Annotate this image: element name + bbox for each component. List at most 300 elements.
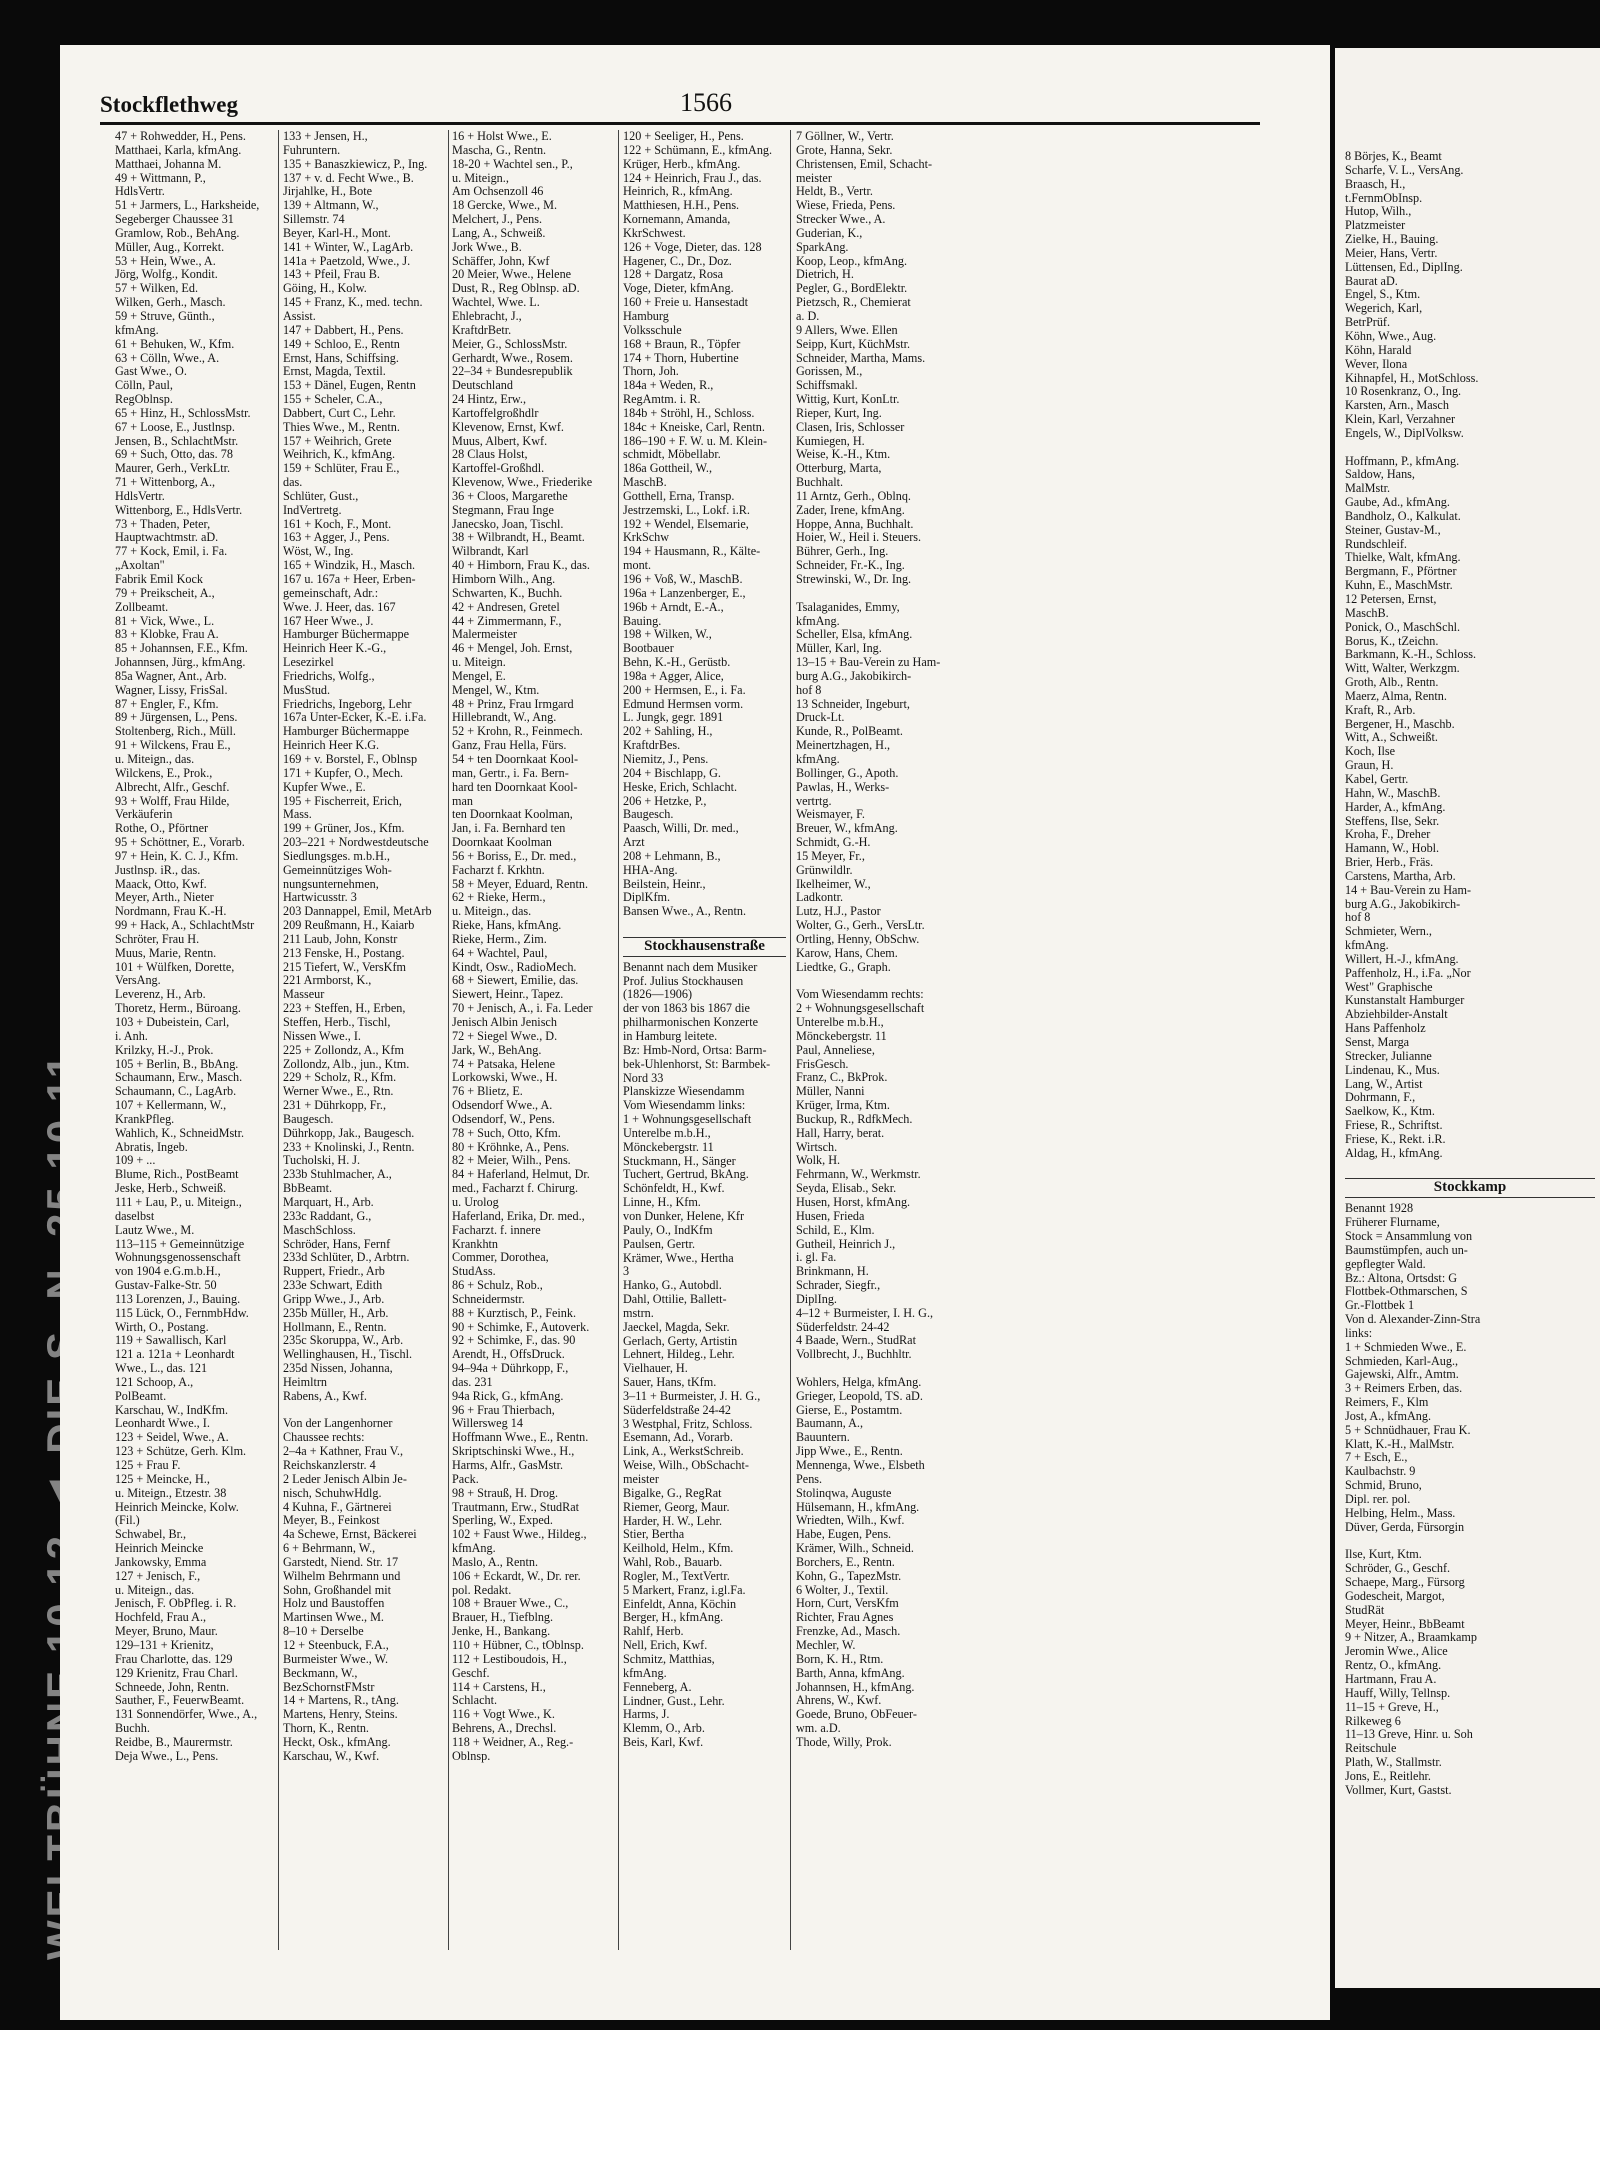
directory-entry-line: Lautz Wwe., M. [115,1223,195,1237]
directory-entry-line: Geschf. [452,1666,490,1680]
directory-entry-line: Muus, Marie, Rentn. [115,946,217,960]
directory-entry-line: Hoffmann, P., kfmAng. [1345,454,1460,468]
directory-entry-line: Bz.: Altona, Ortsdst: G [1345,1271,1458,1285]
directory-entry-line: 231 + Dührkopp, Fr., [283,1099,387,1113]
directory-entry-line: 69 + Such, Otto, das. 78 [115,448,233,462]
directory-entry-line: 88 + Kurztisch, P., Feink. [452,1306,577,1320]
directory-entry-line: Senst, Marga [1345,1036,1410,1049]
directory-entry-line: 233b Stuhlmacher, A., [283,1168,392,1182]
directory-entry-line: Jörg, Wolfg., Kondit. [115,268,218,282]
directory-entry-line: Bergmann, F., Pförtner [1345,565,1457,579]
directory-column-4 [623,130,786,1960]
column-divider [790,130,791,1950]
directory-entry-line: 48 + Prinz, Frau Irmgard [452,697,574,711]
directory-entry-line: Jipp Wwe., E., Rentn. [796,1445,903,1459]
directory-entry-line: Born, K. H., Rtm. [796,1652,884,1666]
directory-entry-line: 7 + Esch, E., [1345,1451,1408,1465]
directory-entry-line: 184b + Ströhl, H., Schloss. [623,406,755,420]
directory-entry-line: Schmitz, Matthias, [623,1652,715,1666]
directory-entry-line: Platzmeister [1345,219,1406,233]
directory-entry-line: IndVertretg. [283,503,342,517]
directory-entry-line: 7 Göllner, W., Vertr. [796,130,894,143]
directory-entry-line: Reitschule [1345,1742,1397,1756]
directory-entry-line: Groth, Alb., Rentn. [1345,676,1439,690]
directory-entry-line: gepflegter Wald. [1345,1257,1426,1271]
directory-entry-line: Wolter, G., Gerh., VersLtr. [796,919,925,933]
directory-entry-line: Rogler, M., TextVertr. [623,1569,730,1583]
directory-entry-line: Pawlas, H., Werks- [796,780,890,794]
directory-entry-line: Gierse, E., Postamtm. [796,1403,903,1417]
directory-entry-line: Meyer, Bruno, Maur. [115,1625,218,1639]
directory-entry-line: Baurat aD. [1345,274,1398,288]
directory-entry-line: Schlüter, Gust., [283,489,359,503]
directory-entry-line: Horn, Curt, VersKfm [796,1597,899,1611]
directory-entry-line: Godescheit, Margot, [1345,1589,1445,1603]
directory-entry-line: Nord 33 [623,1071,664,1085]
directory-entry-line: Ehlebracht, J., [452,309,522,323]
directory-entry-line: Brauer, H., Tiefblng. [452,1611,554,1625]
directory-entry-line: Dietrich, H. [796,268,854,282]
directory-entry-line: Husen, Frieda [796,1209,865,1223]
directory-entry-line: Paulsen, Gertr. [623,1237,696,1251]
directory-entry-line: Grote, Hanna, Sekr. [796,143,893,157]
directory-entry-line: Hamburger Büchermappe [283,725,410,739]
directory-entry-line: Scharfe, V. L., VersAng. [1345,163,1464,177]
directory-entry-line: Borus, K., tZeichn. [1345,634,1439,648]
directory-entry-line: 198 + Wilken, W., [623,628,712,642]
directory-entry-line: 86 + Schulz, Rob., [452,1279,543,1293]
directory-entry-line: Heinrich Heer K.-G., [283,642,387,656]
directory-entry-line: 77 + Kock, Emil, i. Fa. [115,545,228,559]
directory-entry-line: Heske, Erich, Schlacht. [623,780,738,794]
directory-entry-line: Jensen, B., SchlachtMstr. [115,434,239,448]
directory-entry-line: Buckup, R., RdfkMech. [796,1112,913,1126]
directory-entry-line: 57 + Wilken, Ed. [115,282,198,296]
directory-entry-line: Willersweg 14 [452,1417,523,1431]
directory-entry-line: Niemitz, J., Pens. [623,752,709,766]
directory-entry-line: 209 Reußmann, H., Kaiarb [283,919,415,933]
directory-entry-line: 81 + Vick, Wwe., L. [115,614,215,628]
directory-entry-line: Gr.-Flottbek 1 [1345,1299,1415,1313]
directory-entry-line: 72 + Siegel Wwe., D. [452,1029,558,1043]
directory-entry-line: Ahrens, W., Kwf. [796,1694,882,1708]
directory-entry-line: Masseur [283,988,325,1002]
directory-entry-line: 73 + Thaden, Peter, [115,517,211,531]
directory-entry-line: 47 + Rohwedder, H., Pens. [115,130,246,143]
directory-entry-line: Steffen, Herb., Tischl, [283,1016,391,1029]
directory-entry-line: 233c Raddant, G., [283,1209,372,1223]
directory-entry-line: Wahlich, K., SchneidMstr. [115,1126,245,1140]
directory-entry-line: Bauing. [623,614,662,628]
directory-entry-line: Lutz, H.J., Pastor [796,905,881,919]
directory-entry-line: 145 + Franz, K., med. techn. [283,296,423,310]
directory-entry-line: Malermeister [452,628,517,642]
directory-entry-line: 235d Nissen, Johanna, [283,1362,393,1376]
directory-entry-line: Frenzke, Ad., Masch. [796,1625,901,1639]
directory-entry-line: Stock = Ansammlung von [1345,1229,1473,1243]
directory-entry-line: 14 + Martens, R., tAng. [283,1694,399,1708]
directory-entry-line: Pens. [796,1472,823,1486]
directory-entry-line: Lang, A., Schweiß. [452,226,546,240]
directory-entry-line: Kaulbachstr. 9 [1345,1465,1416,1479]
directory-entry-line: Heckt, Osk., kfmAng. [283,1735,391,1749]
directory-entry-line: Buchhalt. [796,476,844,490]
directory-entry-line: Dahl, Ottilie, Ballett- [623,1293,727,1307]
directory-entry-line: Gajewski, Alfr., Amtm. [1345,1368,1459,1382]
directory-entry-line: 195 + Fischerreit, Erich, [283,794,402,808]
directory-entry-line: Gotthell, Erna, Transp. [623,489,735,503]
directory-entry-line: Druck-Lt. [796,711,845,725]
directory-entry-line: Link, A., WerkstSchreib. [623,1445,744,1459]
directory-entry-line: Rieke, Herm., Zim. [452,932,547,946]
directory-entry-line: Süderfeldstr. 24-42 [796,1320,890,1334]
directory-entry-line: 6 Wolter, J., Textil. [796,1583,889,1597]
directory-entry-line: 135 + Banaszkiewicz, P., Ing. [283,157,428,171]
directory-entry-line: Jenisch, F. ObPfleg. i. R. [115,1597,237,1611]
directory-entry-line: Schmidt, G.-H. [796,836,871,850]
directory-entry-line: Pietzsch, R., Chemierat [796,296,911,310]
directory-entry-line: kfmAng. [796,614,840,628]
directory-entry-line: Mass. [283,808,312,822]
directory-entry-line: Commer, Dorothea, [452,1251,549,1265]
directory-entry-line: Hauff, Willy, Tellnsp. [1345,1686,1451,1700]
directory-entry-line: (Fil.) [115,1514,140,1528]
directory-entry-line: t.FernmObInsp. [1345,191,1423,205]
directory-entry-line: Wirth, O., Postang. [115,1320,209,1334]
directory-entry-line: Matthaei, Karla, kfmAng. [115,143,242,157]
directory-entry-line: Johannsen, Jürg., kfmAng. [115,656,246,670]
directory-entry-line: Heinrich Meincke, Kolw. [115,1500,239,1514]
directory-entry-line: 107 + Kellermann, W., [115,1099,227,1113]
directory-entry-line: 203–221 + Nordwestdeutsche [283,836,429,850]
directory-entry-line: Thorn, K., Rentn. [283,1722,369,1736]
directory-entry-line: 114 + Carstens, H., [452,1680,546,1694]
directory-entry-line: Plath, W., Stallmstr. [1345,1756,1442,1770]
directory-entry-line: Leverenz, H., Arb. [115,988,206,1002]
directory-entry-line: 4–12 + Burmeister, I. H. G., [796,1306,934,1320]
directory-entry-line: 13–15 + Bau-Verein zu Ham- [796,656,941,670]
directory-entry-line: der von 1863 bis 1867 die [623,1002,750,1016]
directory-entry-line: Kartoffel-Großhdl. [452,462,545,476]
directory-entry-line: Krankhtn [452,1237,499,1251]
directory-entry-line: Abratis, Ingeb. [115,1140,188,1154]
directory-entry-line: Mengel, W., Ktm. [452,683,540,697]
directory-entry-line: Hülsemann, H., kfmAng. [796,1500,920,1514]
directory-entry-line: Thode, Willy, Prok. [796,1735,892,1749]
directory-entry-line: 213 Fenske, H., Postang. [283,946,405,960]
directory-entry-line: RegOblnsp. [115,393,173,407]
directory-entry-line: wm. a.D. [796,1722,841,1736]
directory-entry-line: Meyer, Arth., Nieter [115,891,214,905]
directory-entry-line: kfmAng. [1345,939,1389,953]
directory-entry-line: 63 + Cölln, Wwe., A. [115,351,220,365]
directory-entry-line: Breuer, W., kfmAng. [796,822,898,836]
directory-entry-line: Schiffsmakl. [796,379,858,393]
directory-entry-line: Pegler, G., BordElektr. [796,282,908,296]
directory-entry-line: links: [1345,1326,1373,1340]
directory-entry-line: 155 + Scheler, C.A., [283,393,383,407]
directory-entry-line: Behn, K.-H., Gerüstb. [623,656,731,670]
directory-entry-line: 125 + Frau F. [115,1459,181,1472]
directory-entry-line: 71 + Wittenborg, A., [115,476,216,490]
directory-entry-line: KkrSchwest. [623,226,686,240]
directory-entry-line: 1 + Schmieden Wwe., E. [1345,1340,1467,1354]
directory-entry-line: 119 + Sawallisch, Karl [115,1334,227,1348]
directory-entry-line: Vielhauer, H. [623,1362,688,1376]
directory-entry-line: Lang, W., Artist [1345,1077,1423,1091]
directory-entry-line: Bootbauer [623,642,674,656]
directory-entry-line: man [452,794,473,808]
directory-entry-line: 54 + ten Doornkaat Kool- [452,752,579,766]
directory-entry-line: 91 + Wilckens, Frau E., [115,739,231,753]
directory-entry-line: Franz, C., BkProk. [796,1071,888,1085]
directory-entry-line: Meier, Hans, Vertr. [1345,246,1438,260]
directory-entry-line: Ponick, O., MaschSchl. [1345,620,1461,634]
directory-entry-line: Ilse, Kurt, Ktm. [1345,1548,1422,1562]
directory-entry-line [1345,441,1595,455]
directory-entry-line: Rahlf, Herb. [623,1625,684,1639]
directory-entry-line: 1 + Wohnungsgesellschaft [623,1113,752,1127]
directory-entry-line: Schönfeldt, H., Kwf. [623,1182,725,1196]
directory-entry-line: 67 + Loose, E., Justlnsp. [115,420,235,434]
directory-entry-line: u. Miteign., Etzestr. 38 [115,1486,227,1500]
directory-entry-line: u. Urolog [452,1195,499,1209]
directory-entry-line: Harder, H. W., Lehr. [623,1514,723,1528]
directory-entry-line: StudRät [1345,1603,1385,1617]
directory-entry-line: Rundschleif. [1345,537,1407,551]
directory-entry-line [796,587,960,601]
directory-entry-line: 58 + Meyer, Eduard, Rentn. [452,877,589,891]
directory-entry-line: Thielke, Walt, kfmAng. [1345,551,1461,565]
directory-entry-line: 141a + Paetzold, Wwe., J. [283,254,411,268]
directory-entry-line: 13 Schneider, Ingeburt, [796,697,910,711]
directory-entry-line: 169 + v. Borstel, F., Oblnsp [283,752,418,766]
directory-entry-line: 102 + Faust Wwe., Hildeg., [452,1528,587,1542]
directory-entry-line: Hartwicusstr. 3 [283,891,357,905]
directory-entry-line: Baugesch. [283,1112,334,1126]
directory-entry-line: Wöst, W., Ing. [283,545,354,559]
directory-entry-line: 215 Tiefert, W., VersKfm [283,960,407,974]
page-header-street: Stockflethweg [100,92,238,117]
directory-entry-line: 223 + Steffen, H., Erben, [283,1002,406,1016]
directory-entry-line: Hillebrandt, W., Ang. [452,711,557,725]
directory-entry-line: Wilckens, E., Prok., [115,766,213,780]
directory-entry-line: 84 + Haferland, Helmut, Dr. [452,1168,590,1182]
directory-entry-line: Hoffmann Wwe., E., Rentn. [452,1431,589,1445]
directory-entry-line: 202 + Sahling, H., [623,725,713,739]
directory-entry-line: Edmund Hermsen vorm. [623,697,744,711]
directory-entry-line: Bigalke, G., RegRat [623,1486,722,1500]
directory-entry-line [623,919,786,933]
directory-entry-line: StudAss. [452,1265,496,1279]
directory-entry-line: 90 + Schimke, F., Autoverk. [452,1320,590,1334]
directory-entry-line: 9 + Nitzer, A., Braamkamp [1345,1631,1477,1645]
directory-entry-line: burg A.G., Jakobikirch- [796,669,912,683]
directory-entry-line: Seyda, Elisab., Sekr. [796,1182,897,1196]
directory-entry-line: Rilkeweg 6 [1345,1714,1401,1728]
directory-entry-line: Jirjahlke, H., Bote [283,185,373,199]
directory-entry-line: Müller, Nanni [796,1085,865,1099]
directory-entry-line: Lüttensen, Ed., DiplIng. [1345,260,1463,274]
column-divider [618,130,619,1950]
directory-entry-line: Müller, Karl, Ing. [796,642,882,656]
directory-entry-line: Nordmann, Frau K.-H. [115,905,227,919]
directory-entry-line: Wohnungsgenossenschaft [115,1251,241,1265]
directory-entry-line: Krilzky, H.-J., Prok. [115,1043,214,1057]
directory-entry-line: 85 + Johannsen, F.E., Kfm. [115,642,248,656]
directory-entry-line: 65 + Hinz, H., SchlossMstr. [115,406,251,420]
directory-entry-line: Johannsen, H., kfmAng. [796,1680,915,1694]
directory-entry-line: Süderfeldstraße 24-42 [623,1403,731,1417]
directory-entry-line: das. [283,476,303,490]
directory-entry-line: Odsendorf, W., Pens. [452,1112,555,1126]
directory-entry-line: hof 8 [1345,911,1371,925]
directory-entry-line: 42 + Andresen, Gretel [452,600,560,614]
directory-entry-line: 40 + Himborn, Frau K., das. [452,559,590,573]
directory-entry-line: Bansen Wwe., A., Rentn. [623,905,746,919]
directory-entry-line: 101 + Wülfken, Dorette, [115,960,235,974]
directory-entry-line: Carstens, Martha, Arb. [1345,869,1456,883]
directory-entry-line: 157 + Weihrich, Grete [283,434,392,448]
directory-entry-line [283,1404,445,1418]
directory-entry-line: Stegmann, Frau Inge [452,503,554,517]
directory-entry-line: 20 Meier, Wwe., Helene [452,268,572,282]
directory-entry-line: Gemeinnütziges Woh- [283,863,392,877]
directory-entry-line: Harms, Alfr., GasMstr. [452,1459,564,1472]
directory-entry-line: Jark, W., BehAng. [452,1043,542,1057]
column-divider [278,130,279,1950]
directory-entry-line: Kumiegen, H. [796,434,865,448]
directory-entry-line: Meyer, B., Feinkost [283,1514,380,1528]
directory-entry-line: 112 + Lestiboudois, H., [452,1652,567,1666]
directory-entry-line: RegAmtm. i. R. [623,393,701,407]
directory-entry-line: Schild, E., Klm. [796,1223,875,1237]
directory-entry-line: 28 Claus Holst, [452,448,528,462]
directory-entry-line: Liedtke, G., Graph. [796,960,891,974]
directory-entry-line: Zader, Irene, kfmAng. [796,503,905,517]
directory-entry-line: Dust, R., Reg Oblnsp. aD. [452,282,580,296]
directory-entry-line: Dipl. rer. pol. [1345,1493,1411,1506]
directory-entry-line: Tucholski, H. J. [283,1154,361,1168]
directory-entry-line: Jenke, H., Bankang. [452,1625,551,1639]
directory-entry-line: Dührkopp, Jak., Baugesch. [283,1126,415,1140]
directory-entry-line: 3 Westphal, Fritz, Schloss. [623,1417,753,1431]
directory-entry-line: Reidbe, B., Maurermstr. [115,1735,233,1749]
directory-entry-line: ten Doornkaat Koolman, [452,808,573,822]
directory-entry-line: Rabens, A., Kwf. [283,1389,367,1403]
directory-entry-line: Riemer, Georg, Maur. [623,1500,730,1514]
directory-entry-line: Kabel, Gertr. [1345,772,1409,786]
directory-entry-line: Vollbrecht, J., Buchhltr. [796,1348,912,1362]
directory-entry-line: Wagner, Lissy, FrisSal. [115,683,228,697]
directory-entry-line: u. Miteign., [452,171,509,185]
directory-entry-line: Strecker, Julianne [1345,1049,1432,1063]
directory-entry-line: Unterelbe m.b.H., [796,1016,884,1029]
directory-entry-line: SparkAng. [796,240,849,254]
directory-entry-line: Wilhelm Behrmann und [283,1569,401,1583]
directory-entry-line: Wachtel, Wwe. L. [452,296,540,310]
directory-entry-line: 2 + Wohnungsgesellschaft [796,1002,925,1016]
directory-entry-line: 120 + Seeliger, H., Pens. [623,130,744,143]
directory-entry-line: Gaube, Ad., kfmAng. [1345,496,1450,510]
directory-entry-line: Hoppe, Anna, Buchhalt. [796,517,914,531]
directory-entry-line: 194 + Hausmann, R., Kälte- [623,545,761,559]
directory-entry-line: 94a Rick, G., kfmAng. [452,1389,564,1403]
directory-entry-line: Zielke, H., Bauing. [1345,233,1439,247]
directory-entry-line: Lindner, Gust., Lehr. [623,1694,725,1708]
directory-entry-line: Dohrmann, F., [1345,1091,1416,1105]
directory-entry-line: Arzt [623,836,645,850]
directory-entry-line: Planskizze Wiesendamm [623,1085,745,1099]
directory-entry-line: 208 + Lehmann, B., [623,849,721,863]
directory-entry-line: Hanko, G., Autobdl. [623,1279,722,1293]
directory-entry-line: Wirtsch. [796,1140,838,1154]
directory-entry-line: Schlacht. [452,1694,498,1708]
directory-entry-line: 80 + Kröhnke, A., Pens. [452,1140,570,1154]
directory-entry-line: 196 + Voß, W., MaschB. [623,573,743,586]
directory-entry-line: 161 + Koch, F., Mont. [283,517,392,531]
directory-entry-line: Baumstümpfen, auch un- [1345,1243,1468,1257]
directory-entry-line: Jork Wwe., B. [452,240,522,254]
directory-entry-line: Burmeister Wwe., W. [283,1652,389,1666]
directory-entry-line: 8 Börjes, K., Beamt [1345,150,1442,163]
directory-entry-line: 127 + Jenisch, F., [115,1569,201,1583]
directory-entry-line: 51 + Jarmers, L., Harksheide, [115,199,260,213]
directory-entry-line: 110 + Hübner, C., tOblnsp. [452,1638,584,1652]
directory-entry-line: Garstedt, Niend. Str. 17 [283,1555,399,1569]
directory-entry-line: 11 Arntz, Gerh., Oblnq. [796,489,911,503]
directory-entry-line: Koch, Ilse [1345,745,1396,759]
directory-entry-line: Paffenholz, H., i.Fa. „Nor [1345,966,1471,980]
directory-entry-line: Ernst, Hans, Schiffsing. [283,351,399,365]
directory-entry-line: 108 + Brauer Wwe., C., [452,1597,569,1611]
directory-entry-line: Friese, R., Schriftst. [1345,1119,1443,1133]
directory-entry-line: 16 + Holst Wwe., E. [452,130,552,143]
directory-entry-line: Vom Wiesendamm links: [623,1099,746,1113]
directory-entry-line: u. Miteign., das. [115,752,195,766]
directory-entry-line: 8–10 + Derselbe [283,1625,364,1639]
directory-entry-line: Beilstein, Heinr., [623,877,706,891]
directory-entry-line: Matthaei, Johanna M. [115,157,222,171]
directory-entry-line: Engel, S., Ktm. [1345,288,1421,302]
directory-entry-line: 2–4a + Kathner, Frau V., [283,1445,404,1459]
directory-entry-line: 153 + Dänel, Eugen, Rentn [283,379,416,393]
directory-entry-line: Goede, Bruno, ObFeuer- [796,1708,917,1722]
directory-entry-line: Thoretz, Herm., Büroang. [115,1002,241,1016]
directory-entry-line: Paul, Anneliese, [796,1043,875,1057]
directory-entry-line: Schaepe, Marg., Fürsorg [1345,1576,1465,1590]
directory-entry-line: Schneidermstr. [452,1292,525,1306]
directory-entry-line: 192 + Wendel, Elsemarie, [623,517,749,531]
directory-entry-line: Schwarten, K., Buchh. [452,586,563,600]
directory-entry-line: Am Ochsenzoll 46 [452,185,544,199]
directory-entry-line: 4 Kuhna, F., Gärtnerei [283,1500,392,1514]
directory-entry-line: kfmAng. [623,1666,667,1680]
directory-entry-line: 3 + Reimers Erben, das. [1345,1382,1463,1396]
directory-entry-line: Rothe, O., Pförtner [115,822,209,836]
directory-entry-line: Segeberger Chaussee 31 [115,213,234,227]
directory-entry-line: 87 + Engler, F., Kfm. [115,697,219,711]
directory-entry-line: u. Miteign., das. [452,905,532,919]
directory-entry-line: Sauer, Hans, tKfm. [623,1376,717,1390]
directory-entry-line: Früherer Flurname, [1345,1216,1440,1230]
directory-entry-line: Wolk, H. [796,1154,841,1168]
directory-entry-line: 171 + Kupfer, O., Mech. [283,766,404,780]
directory-entry-line: Vollmer, Kurt, Gastst. [1345,1783,1452,1797]
directory-entry-line: Weise, K.-H., Ktm. [796,448,891,462]
directory-entry-line: meister [623,1473,659,1486]
directory-entry-line: Fabrik Emil Kock [115,573,204,586]
